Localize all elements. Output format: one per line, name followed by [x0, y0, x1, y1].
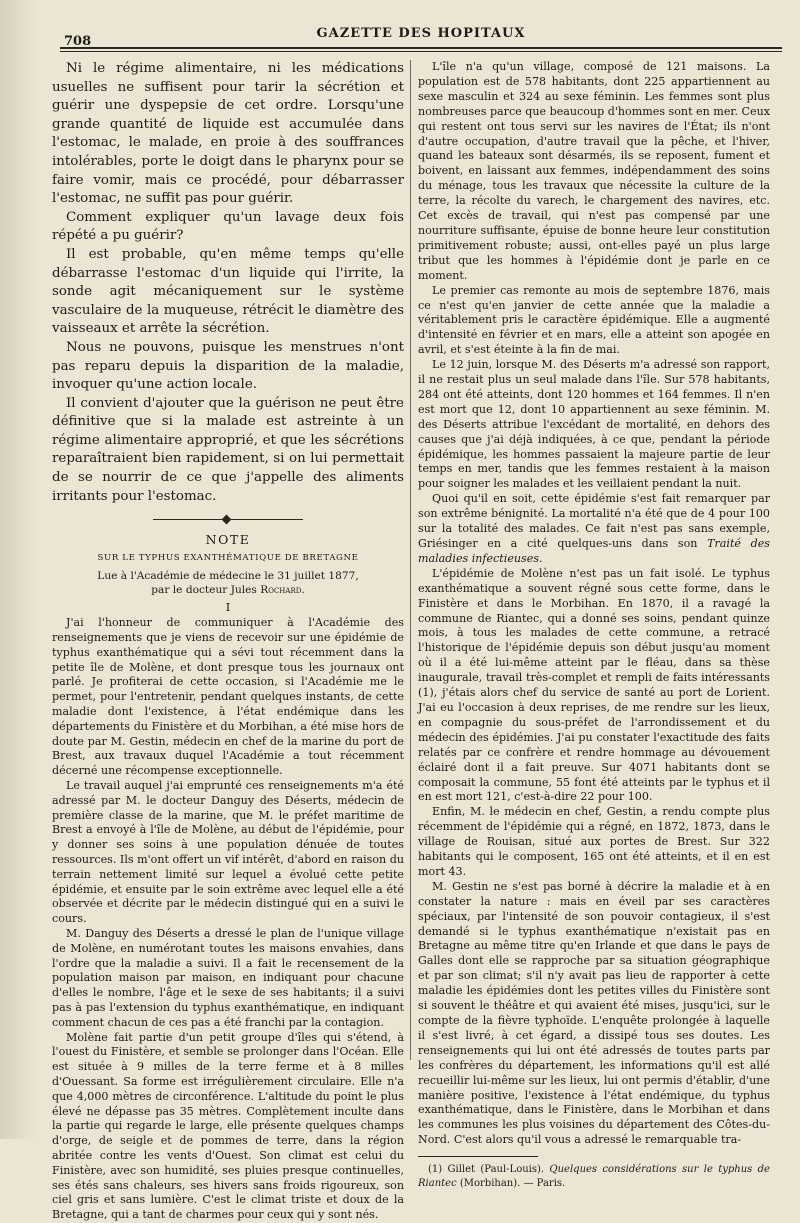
note-author-line: par le docteur Jules Rochard.	[151, 584, 305, 597]
paragraph: Nous ne pouvons, puisque les menstrues n'ont pas reparu depuis la disparition de la maladie, invoquer qu'une action locale.	[52, 339, 404, 393]
paragraph: L'île n'a qu'un village, composé de 121 maisons. La population est de 578 habitants, dont 225 appartiennent au sexe masculin et 324 au sexe féminin. Les femmes sont plus nombreuses parce que beaucoup d'hommes sont en mer. Ceux qui restent ont tous servi sur les navires de l'État; ils n'ont d'autre occupation, d'autre travail que la pêche, et l'hiver, quand les bateaux sont désarmés, ils se reposent, fument et boivent, en laissant aux femmes, indépendamment des soins du ménage, tous les travaux que nécessite la culture de la terre, la récolte du varech, le chargement des navires, etc. Cet excès de travail, qui n'est pas compensé par une nourriture suffisante, épuise de bonne heure leur constitution primitivement robuste; aussi, ont-elles payé un plus large tribut que les hommes à l'épidémie dont je parle en ce moment.	[418, 60, 770, 282]
note-read-line: Lue à l'Académie de médecine le 31 juillet 1877,	[97, 570, 359, 583]
footnote-rule	[418, 1156, 538, 1157]
paragraph: Il est probable, qu'en même temps qu'elle débarrasse l'estomac d'un liquide qui l'irrite, la sonde agit mécaniquement sur le système vasculaire de la muqueuse, rétrécit le diamètre des vaisseaux et arrête la sécrétion.	[52, 246, 404, 337]
note-title: NOTE	[205, 532, 251, 548]
article-conclusion	[52, 60, 404, 506]
paragraph: Molène fait partie d'un petit groupe d'îles qui s'étend, à l'ouest du Finistère, et semble se prolonger dans l'Océan. Elle est située à 9 milles de la terre ferme et à 8 milles d'Ouessant. Sa forme est irrégulièrement circulaire. Elle n'a que 4,000 mètres de circonférence. L'altitude du point le plus élevé ne dépasse pas 35 mètres. Complètement inculte dans la partie qui regarde le large, elle présente quelques champs d'orge, de seigle et de pommes de terre, dans la région abritée contre les vents d'Ouest. Son climat est celui du Finistère, avec son humidité, ses pluies presque continuelles, ses étés sans chaleurs, ses hivers sans froids rigoureux, son ciel gris et sans lumière. C'est le climat triste et doux de la Bretagne, qui a tant de charmes pour ceux qui y sont nés.	[52, 1030, 404, 1222]
footnote: (1) Gillet (Paul-Louis). Quelques considérations sur le typhus de Riantec (Morbihan). — Paris.	[418, 1164, 770, 1189]
page-edge-shadow	[0, 0, 36, 1139]
book-title: Traité des maladies infectieuses	[418, 537, 770, 565]
paragraph: Il convient d'ajouter que la guérison ne peut être définitive que si la malade est astreinte à un régime alimentaire approprié, et que les sécrétions reparaîtraient bien rapidement, si on lui permettait de se nourrir de ce que j'appelle des aliments irritants pour l'estomac.	[52, 395, 404, 504]
paragraph: Le travail auquel j'ai emprunté ces renseignements m'a été adressé par M. le docteur Danguy des Déserts, médecin de première classe de la marine, que M. le préfet maritime de Brest a envoyé à l'île de Molène, au début de l'épidémie, pour y donner ses soins à une population dénuée de toutes ressources. Ils m'ont offert un vif intérêt, d'abord en raison du terrain nettement limité sur lequel a évolué cette petite épidémie, et ensuite par le soin extrême avec lequel elle a été observée et décrite par le médecin distingué qui en a suivi le cours.	[52, 779, 404, 926]
paragraph: Le premier cas remonte au mois de septembre 1876, mais ce n'est qu'en janvier de cette année que la maladie a véritablement pris le caractère épidémique. Elle a augmenté d'intensité en février et en mars, elle a atteint son apogée en avril, et s'est éteinte à la fin de mai.	[418, 283, 770, 357]
header-rule-thin	[60, 51, 782, 52]
header-rule	[60, 47, 782, 49]
paragraph: Quoi qu'il en soit, cette épidémie s'est fait remarquer par son extrême bénignité. La mortalité n'a été que de 4 pour 100 sur la totalité des malades. Ce fait n'est pas sans exemple, Griésinger en a cité quelques-uns dans son Traité des maladies infectieuses.	[418, 492, 770, 565]
paragraph: Le 12 juin, lorsque M. des Déserts m'a adressé son rapport, il ne restait plus un seul malade dans l'île. Sur 578 habitants, 284 ont été atteints, dont 120 hommes et 164 femmes. Il n'en est mort que 12, dont 10 appartiennent au sexe féminin. M. des Déserts attribue l'excédant de mortalité, en dehors des causes que j'ai déjà indiquées, à ce que, pendant la période épidémique, les hommes passaient la majeure partie de leur temps en mer, tandis que les femmes restaient à la maison pour soigner les malades et les veillaient pendant la nuit.	[418, 358, 770, 491]
paragraph: M. Danguy des Déserts a dressé le plan de l'unique village de Molène, en numérotant toutes les maisons envahies, dans l'ordre que la maladie a suivi. Il a fait le recensement de la population maison par maison, en indiquant pour chacune d'elles le nombre, l'âge et le sexe de ses habitants; il a suivi pas à pas l'extension du typhus exanthématique, en indiquant comment chacun de ces pas a été franchi par la contagion.	[52, 926, 404, 1029]
paragraph: Comment expliquer qu'un lavage deux fois répété a pu guérir?	[52, 209, 404, 244]
column-divider	[410, 60, 411, 1060]
page-header	[60, 24, 782, 49]
footnote-title: Quelques considérations sur le typhus de Riantec	[418, 1164, 770, 1189]
paragraph: M. Gestin ne s'est pas borné à décrire la maladie et à en constater la nature : mais en éveil par ses caractères spéciaux, par l'intensité de son pouvoir contagieux, il s'est demandé si le typhus exanthématique n'existait pas en Bretagne au même titre qu'en Irlande et que dans le pays de Galles dont elle se rapproche par sa situation géographique et par son climat; s'il n'y avait pas lieu de rapporter à cette maladie les épidémies dont les petites villes du Finistère sont si souvent le théâtre et qui avaient été mises, jusqu'ici, sur le compte de la fièvre typhoïde. L'enquête prolongée à laquelle il s'est livré, à cet égard, a dissipé tous ses doutes. Les renseignements qui lui ont été adressés de toutes parts par les confrères du département, les informations qu'il est allé recueillir lui-même sur les lieux, lui ont permis d'établir, d'une manière positive, l'existence à l'état endémique, du typhus exanthématique, dans le Finistère, dans le Morbihan et dans les communes les plus voisines du département des Côtes-du-Nord. C'est alors qu'il vous a adressé le remarquable tra-	[418, 879, 770, 1147]
right-column	[418, 60, 770, 1189]
page-number: 708	[64, 34, 92, 49]
paragraph: Ni le régime alimentaire, ni les médications usuelles ne suffisent pour tarir la sécrétion et guérir une dyspepsie de cet ordre. Lorsqu'une grande quantité de liquide est accumulée dans l'estomac, le malade, en proie à des souffrances intolérables, porte le doigt dans le pharynx pour se faire vomir, mais ce procédé, pour débarrasser l'estomac, ne suffit pas pour guérir.	[52, 61, 404, 207]
paragraph: Enfin, M. le médecin en chef, Gestin, a rendu compte plus récemment de l'épidémie qui a régné, en 1872, 1873, dans le village de Rouisan, situé aux portes de Brest. Sur 322 habitants qui le composent, 165 ont été atteints, et il en est mort 43.	[418, 805, 770, 878]
section-numeral: I	[225, 600, 231, 615]
paragraph: L'épidémie de Molène n'est pas un fait isolé. Le typhus exanthématique a souvent régné sous cette forme, dans le Finistère et dans le Morbihan. En 1870, il a ravagé la commune de Riantec, qui a donné ses soins, pendant quinze mois, à tous les malades de cette commune, a retracé l'historique de l'épidémie depuis son début jusqu'au moment où il a été lui-même atteint par le fléau, dans sa thèse inaugurale, travail très-complet et rempli de faits intéressants (1), j'étais alors chef du service de santé au port de Lorient. J'ai eu l'occasion à deux reprises, de me rendre sur les lieux, en compagnie du sous-préfet de l'arrondissement et du médecin des épidémies. J'ai pu constater l'exactitude des faits relatés par ce confrère et rendre hommage au dévouement éclairé dont il a fait preuve. Sur 4071 habitants dont se composait la commune, 55 font été atteints par le typhus et il en est mort 121, c'est-à-dire 22 pour 100.	[418, 566, 770, 804]
author-name: Rochard.	[260, 584, 305, 597]
paragraph: J'ai l'honneur de communiquer à l'Académie des renseignements que je viens de recevoir sur une épidémie de typhus exanthématique qui a sévi tout récemment dans la petite île de Molène, et dont presque tous les journaux ont parlé. Je profiterai de cette occasion, si l'Académie me le permet, pour l'entretenir, pendant quelques instants, de cette maladie dont l'existence, à l'état endémique dans les départements du Finistère et du Morbihan, a été mise hors de doute par M. Gestin, médecin en chef de la marine du port de Brest, aux travaux duquel l'Académie a tout récemment décerné une récompense exceptionnelle.	[52, 616, 404, 778]
note-subtitle: SUR LE TYPHUS EXANTHÉMATIQUE DE BRETAGNE	[97, 553, 359, 564]
journal-title: GAZETTE DES HOPITAUX	[316, 26, 526, 41]
section-ornament	[153, 516, 303, 524]
note-body-right	[418, 60, 770, 1148]
note-body-left	[52, 616, 404, 1223]
left-column	[52, 60, 404, 1222]
